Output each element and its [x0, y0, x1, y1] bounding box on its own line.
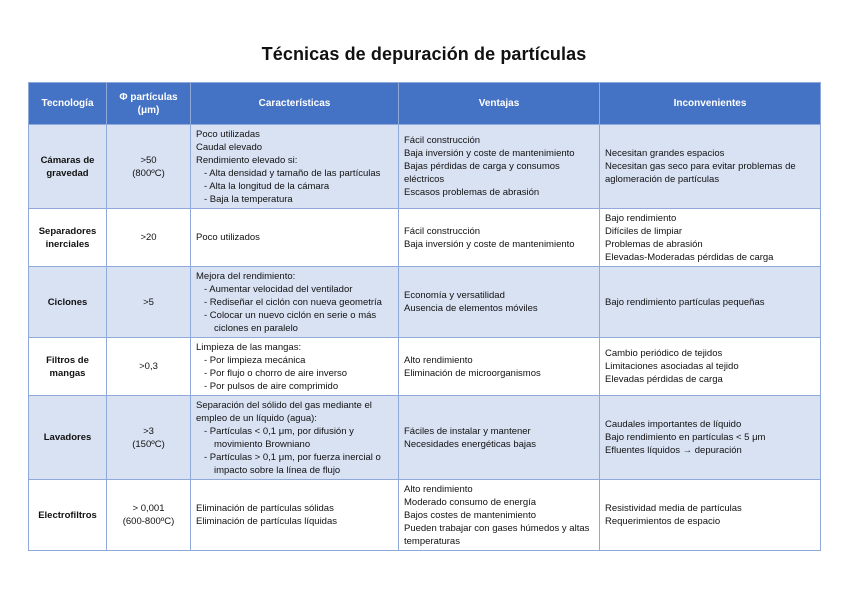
caracteristica-bullet: - Partículas < 0,1 μm, por difusión y movimiento Browniano [204, 425, 354, 450]
temperature-value: (600-800ºC) [122, 516, 175, 527]
caracteristica-bullet: - Rediseñar el ciclón con nueva geometría [204, 296, 382, 308]
caracteristica-bullet: - Colocar un nuevo ciclón en serie o más ciclones en paralelo [204, 309, 377, 334]
table-row [29, 480, 821, 551]
phi-value: >20 [140, 232, 157, 243]
cell-ventajas [399, 480, 600, 551]
ventaja-line: Necesidades energéticas bajas [404, 438, 537, 450]
inconveniente-line: Necesitan gas seco para evitar problemas de aglomeración de partículas [605, 161, 796, 185]
cell-phi [107, 209, 191, 267]
phi-value: > 0,001 [132, 503, 165, 514]
cell-caracteristicas [191, 267, 399, 338]
caracteristica-bullet: - Baja la temperatura [204, 193, 293, 205]
ventaja-line: Alto rendimiento [404, 354, 473, 366]
cell-ventajas [399, 125, 600, 209]
inconveniente-line: Difíciles de limpiar [605, 225, 683, 237]
page-title: Técnicas de depuración de partículas [261, 44, 587, 64]
header-ventajas: Ventajas [399, 83, 600, 125]
inconveniente-line: Caudales importantes de líquido [605, 419, 742, 430]
caracteristica-line: Caudal elevado [196, 141, 263, 153]
ventaja-line: Economía y versatilidad [404, 290, 505, 301]
cell-ventajas [399, 396, 600, 480]
cell-tecnologia: Electrofiltros [29, 480, 107, 551]
phi-value: >0,3 [139, 361, 158, 372]
cell-phi [107, 338, 191, 396]
caracteristica-bullet: - Por pulsos de aire comprimido [204, 380, 339, 392]
ventaja-line: Fáciles de instalar y mantener [404, 425, 531, 437]
cell-caracteristicas [191, 396, 399, 480]
caracteristica-bullet: - Alta la longitud de la cámara [204, 180, 330, 192]
inconveniente-line: Elevadas-Moderadas pérdidas de carga [605, 251, 774, 263]
cell-tecnologia: Lavadores [29, 396, 107, 480]
cell-tecnologia: Separadores inerciales [29, 209, 107, 267]
caracteristica-line: Poco utilizadas [196, 128, 260, 140]
caracteristica-bullet: - Por flujo o chorro de aire inverso [204, 367, 348, 379]
caracteristica-line: Eliminación de partículas sólidas [196, 503, 334, 514]
caracteristica-line: Poco utilizados [196, 232, 260, 243]
techniques-table [28, 82, 821, 551]
caracteristica-line: Mejora del rendimiento: [196, 270, 296, 282]
table-body [29, 125, 821, 551]
inconveniente-line: Limitaciones asociadas al tejido [605, 361, 739, 372]
cell-tecnologia: Filtros de mangas [29, 338, 107, 396]
caracteristica-bullet: - Partículas > 0,1 μm, por fuerza inercial o impacto sobre la línea de flujo [204, 451, 381, 476]
caracteristica-bullet: - Aumentar velocidad del ventilador [204, 283, 353, 295]
ventaja-line: Fácil construcción [404, 225, 481, 237]
cell-inconvenientes [600, 267, 821, 338]
table-header-row [29, 83, 821, 125]
cell-ventajas [399, 267, 600, 338]
ventaja-line: Baja inversión y coste de mantenimiento [404, 148, 575, 159]
ventaja-line: Ausencia de elementos móviles [404, 303, 538, 314]
caracteristica-line: Eliminación de partículas líquidas [196, 516, 337, 527]
cell-caracteristicas [191, 338, 399, 396]
ventaja-line: Bajos costes de mantenimiento [404, 509, 537, 521]
ventaja-line: Baja inversión y coste de mantenimiento [404, 238, 575, 250]
phi-value: >5 [143, 296, 154, 308]
ventaja-line: Alto rendimiento [404, 483, 473, 495]
ventaja-line: Escasos problemas de abrasión [404, 187, 540, 198]
caracteristica-line: Separación del sólido del gas mediante el empleo de un líquido (agua): [196, 399, 372, 424]
temperature-value: (150ºC) [132, 438, 165, 450]
header-inconvenientes: Inconvenientes [600, 83, 821, 125]
ventaja-line: Bajas pérdidas de carga y consumos eléctricos [404, 161, 560, 185]
inconveniente-line: Elevadas pérdidas de carga [605, 374, 723, 385]
inconveniente-line: Problemas de abrasión [605, 238, 703, 250]
cell-inconvenientes [600, 480, 821, 551]
cell-tecnologia: Cámaras de gravedad [29, 125, 107, 209]
cell-ventajas [399, 338, 600, 396]
phi-value: >50 [140, 154, 157, 166]
ventaja-line: Fácil construcción [404, 135, 481, 146]
cell-inconvenientes [600, 209, 821, 267]
cell-inconvenientes [600, 125, 821, 209]
inconveniente-line: Efluentes líquidos → depuración [605, 445, 742, 456]
cell-phi [107, 396, 191, 480]
table-row [29, 209, 821, 267]
cell-caracteristicas [191, 480, 399, 551]
header-tecnologia: Tecnología [29, 83, 107, 125]
inconveniente-line: Bajo rendimiento partículas pequeñas [605, 296, 765, 308]
ventaja-line: Eliminación de microorganismos [404, 367, 541, 379]
cell-caracteristicas [191, 209, 399, 267]
caracteristica-bullet: - Alta densidad y tamaño de las partículas [204, 167, 381, 179]
caracteristica-line: Limpieza de las mangas: [196, 341, 302, 353]
cell-caracteristicas [191, 125, 399, 209]
caracteristica-line: Rendimiento elevado si: [196, 154, 298, 166]
cell-inconvenientes [600, 396, 821, 480]
cell-phi [107, 125, 191, 209]
table-row [29, 267, 821, 338]
temperature-value: (800ºC) [132, 167, 165, 179]
inconveniente-line: Resistividad media de partículas [605, 503, 742, 514]
table-row [29, 396, 821, 480]
header-caracteristicas: Características [191, 83, 399, 125]
inconveniente-line: Bajo rendimiento [605, 212, 677, 224]
header-phi: Φ partículas (μm) [107, 83, 191, 125]
cell-phi [107, 480, 191, 551]
cell-inconvenientes [600, 338, 821, 396]
caracteristica-bullet: - Por limpieza mecánica [204, 354, 306, 366]
cell-tecnologia: Ciclones [29, 267, 107, 338]
ventaja-line: Pueden trabajar con gases húmedos y altas temperaturas [404, 522, 590, 547]
table-row [29, 338, 821, 396]
ventaja-line: Moderado consumo de energía [404, 496, 537, 508]
inconveniente-line: Requerimientos de espacio [605, 516, 721, 527]
table-row [29, 125, 821, 209]
phi-value: >3 [143, 425, 154, 437]
inconveniente-line: Bajo rendimiento en partículas < 5 μm [605, 432, 766, 443]
cell-phi [107, 267, 191, 338]
inconveniente-line: Necesitan grandes espacios [605, 148, 725, 159]
cell-ventajas [399, 209, 600, 267]
inconveniente-line: Cambio periódico de tejidos [605, 348, 723, 359]
